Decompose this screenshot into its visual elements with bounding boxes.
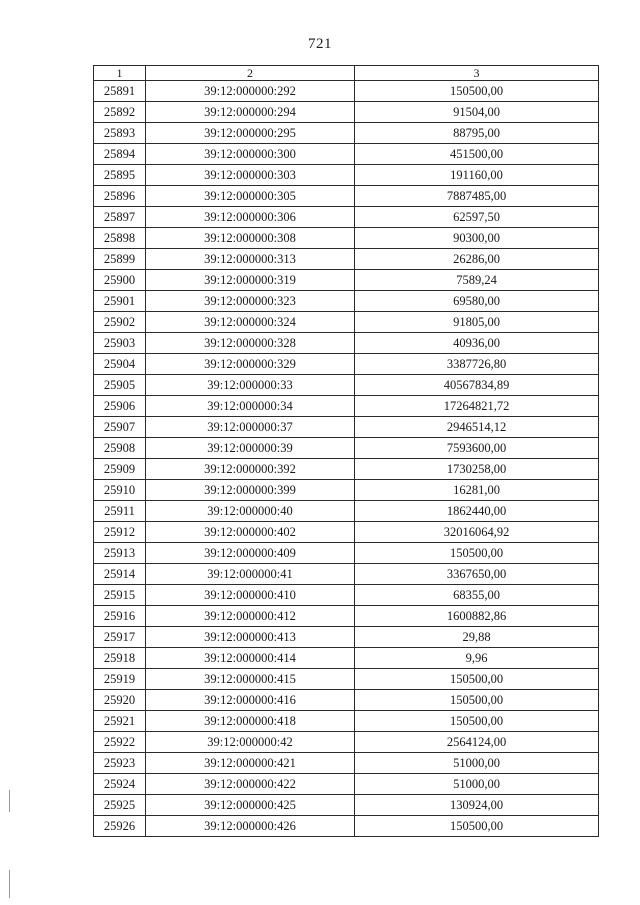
row-number-cell: 25909 — [94, 459, 146, 480]
value-cell: 7589,24 — [355, 270, 599, 291]
cadastral-number-cell: 39:12:000000:313 — [146, 249, 355, 270]
table-row — [94, 396, 599, 417]
value-cell: 150500,00 — [355, 543, 599, 564]
value-cell: 3387726,80 — [355, 354, 599, 375]
column-header-2: 2 — [146, 66, 355, 81]
registry-table — [93, 65, 599, 837]
value-cell: 17264821,72 — [355, 396, 599, 417]
row-number-cell: 25898 — [94, 228, 146, 249]
cadastral-number-cell: 39:12:000000:300 — [146, 144, 355, 165]
cadastral-number-cell: 39:12:000000:303 — [146, 165, 355, 186]
value-cell: 40936,00 — [355, 333, 599, 354]
cadastral-number-cell: 39:12:000000:421 — [146, 753, 355, 774]
table-row — [94, 711, 599, 732]
cadastral-number-cell: 39:12:000000:425 — [146, 795, 355, 816]
table-row — [94, 459, 599, 480]
value-cell: 1600882,86 — [355, 606, 599, 627]
table-row — [94, 333, 599, 354]
scan-mark — [9, 870, 10, 898]
row-number-cell: 25910 — [94, 480, 146, 501]
value-cell: 88795,00 — [355, 123, 599, 144]
table-row — [94, 228, 599, 249]
table-row — [94, 669, 599, 690]
row-number-cell: 25919 — [94, 669, 146, 690]
value-cell: 26286,00 — [355, 249, 599, 270]
table-header — [94, 66, 599, 81]
table-row — [94, 144, 599, 165]
row-number-cell: 25897 — [94, 207, 146, 228]
page-number: 721 — [308, 36, 332, 52]
row-number-cell: 25900 — [94, 270, 146, 291]
table-row — [94, 270, 599, 291]
value-cell: 130924,00 — [355, 795, 599, 816]
cadastral-number-cell: 39:12:000000:329 — [146, 354, 355, 375]
row-number-cell: 25914 — [94, 564, 146, 585]
table-row — [94, 291, 599, 312]
cadastral-number-cell: 39:12:000000:426 — [146, 816, 355, 837]
cadastral-number-cell: 39:12:000000:41 — [146, 564, 355, 585]
table-row — [94, 690, 599, 711]
value-cell: 150500,00 — [355, 711, 599, 732]
table-row — [94, 753, 599, 774]
table-row — [94, 102, 599, 123]
table-row — [94, 816, 599, 837]
row-number-cell: 25894 — [94, 144, 146, 165]
cadastral-number-cell: 39:12:000000:412 — [146, 606, 355, 627]
value-cell: 150500,00 — [355, 690, 599, 711]
value-cell: 16281,00 — [355, 480, 599, 501]
value-cell: 29,88 — [355, 627, 599, 648]
cadastral-number-cell: 39:12:000000:413 — [146, 627, 355, 648]
table-row — [94, 774, 599, 795]
row-number-cell: 25913 — [94, 543, 146, 564]
value-cell: 9,96 — [355, 648, 599, 669]
table-row — [94, 543, 599, 564]
cadastral-number-cell: 39:12:000000:324 — [146, 312, 355, 333]
table-row — [94, 417, 599, 438]
row-number-cell: 25905 — [94, 375, 146, 396]
table-row — [94, 375, 599, 396]
row-number-cell: 25918 — [94, 648, 146, 669]
cadastral-number-cell: 39:12:000000:415 — [146, 669, 355, 690]
row-number-cell: 25911 — [94, 501, 146, 522]
value-cell: 69580,00 — [355, 291, 599, 312]
cadastral-number-cell: 39:12:000000:392 — [146, 459, 355, 480]
value-cell: 32016064,92 — [355, 522, 599, 543]
cadastral-number-cell: 39:12:000000:402 — [146, 522, 355, 543]
row-number-cell: 25926 — [94, 816, 146, 837]
cadastral-number-cell: 39:12:000000:42 — [146, 732, 355, 753]
row-number-cell: 25916 — [94, 606, 146, 627]
table-row — [94, 522, 599, 543]
table-row — [94, 81, 599, 102]
value-cell: 451500,00 — [355, 144, 599, 165]
value-cell: 91504,00 — [355, 102, 599, 123]
table-row — [94, 354, 599, 375]
value-cell: 1730258,00 — [355, 459, 599, 480]
cadastral-number-cell: 39:12:000000:305 — [146, 186, 355, 207]
value-cell: 2564124,00 — [355, 732, 599, 753]
cadastral-number-cell: 39:12:000000:295 — [146, 123, 355, 144]
cadastral-number-cell: 39:12:000000:33 — [146, 375, 355, 396]
row-number-cell: 25893 — [94, 123, 146, 144]
table-row — [94, 732, 599, 753]
row-number-cell: 25895 — [94, 165, 146, 186]
table-row — [94, 186, 599, 207]
scan-mark — [9, 790, 10, 812]
cadastral-number-cell: 39:12:000000:416 — [146, 690, 355, 711]
row-number-cell: 25920 — [94, 690, 146, 711]
cadastral-number-cell: 39:12:000000:34 — [146, 396, 355, 417]
cadastral-number-cell: 39:12:000000:414 — [146, 648, 355, 669]
cadastral-number-cell: 39:12:000000:410 — [146, 585, 355, 606]
table-row — [94, 480, 599, 501]
row-number-cell: 25907 — [94, 417, 146, 438]
column-header-3: 3 — [355, 66, 599, 81]
table-row — [94, 627, 599, 648]
row-number-cell: 25902 — [94, 312, 146, 333]
value-cell: 90300,00 — [355, 228, 599, 249]
table-body — [94, 81, 599, 837]
cadastral-number-cell: 39:12:000000:323 — [146, 291, 355, 312]
row-number-cell: 25891 — [94, 81, 146, 102]
cadastral-number-cell: 39:12:000000:328 — [146, 333, 355, 354]
table-row — [94, 606, 599, 627]
row-number-cell: 25904 — [94, 354, 146, 375]
value-cell: 191160,00 — [355, 165, 599, 186]
row-number-cell: 25892 — [94, 102, 146, 123]
table-row — [94, 564, 599, 585]
value-cell: 40567834,89 — [355, 375, 599, 396]
row-number-cell: 25906 — [94, 396, 146, 417]
row-number-cell: 25899 — [94, 249, 146, 270]
cadastral-number-cell: 39:12:000000:409 — [146, 543, 355, 564]
cadastral-number-cell: 39:12:000000:37 — [146, 417, 355, 438]
row-number-cell: 25923 — [94, 753, 146, 774]
cadastral-number-cell: 39:12:000000:39 — [146, 438, 355, 459]
value-cell: 91805,00 — [355, 312, 599, 333]
value-cell: 51000,00 — [355, 774, 599, 795]
table-row — [94, 165, 599, 186]
cadastral-number-cell: 39:12:000000:40 — [146, 501, 355, 522]
row-number-cell: 25921 — [94, 711, 146, 732]
column-header-1: 1 — [94, 66, 146, 81]
cadastral-number-cell: 39:12:000000:306 — [146, 207, 355, 228]
table-row — [94, 123, 599, 144]
row-number-cell: 25901 — [94, 291, 146, 312]
value-cell: 150500,00 — [355, 81, 599, 102]
row-number-cell: 25925 — [94, 795, 146, 816]
table-row — [94, 795, 599, 816]
row-number-cell: 25922 — [94, 732, 146, 753]
header-row — [94, 66, 599, 81]
value-cell: 1862440,00 — [355, 501, 599, 522]
cadastral-number-cell: 39:12:000000:418 — [146, 711, 355, 732]
value-cell: 3367650,00 — [355, 564, 599, 585]
cadastral-number-cell: 39:12:000000:294 — [146, 102, 355, 123]
table-row — [94, 501, 599, 522]
cadastral-number-cell: 39:12:000000:292 — [146, 81, 355, 102]
value-cell: 68355,00 — [355, 585, 599, 606]
row-number-cell: 25915 — [94, 585, 146, 606]
table-row — [94, 648, 599, 669]
row-number-cell: 25912 — [94, 522, 146, 543]
table-row — [94, 207, 599, 228]
row-number-cell: 25917 — [94, 627, 146, 648]
row-number-cell: 25924 — [94, 774, 146, 795]
row-number-cell: 25903 — [94, 333, 146, 354]
table-row — [94, 438, 599, 459]
table-row — [94, 312, 599, 333]
row-number-cell: 25896 — [94, 186, 146, 207]
cadastral-number-cell: 39:12:000000:399 — [146, 480, 355, 501]
row-number-cell: 25908 — [94, 438, 146, 459]
value-cell: 51000,00 — [355, 753, 599, 774]
value-cell: 2946514,12 — [355, 417, 599, 438]
value-cell: 150500,00 — [355, 816, 599, 837]
value-cell: 7593600,00 — [355, 438, 599, 459]
cadastral-number-cell: 39:12:000000:422 — [146, 774, 355, 795]
table-row — [94, 249, 599, 270]
value-cell: 62597,50 — [355, 207, 599, 228]
cadastral-number-cell: 39:12:000000:308 — [146, 228, 355, 249]
value-cell: 150500,00 — [355, 669, 599, 690]
value-cell: 7887485,00 — [355, 186, 599, 207]
cadastral-number-cell: 39:12:000000:319 — [146, 270, 355, 291]
table-row — [94, 585, 599, 606]
